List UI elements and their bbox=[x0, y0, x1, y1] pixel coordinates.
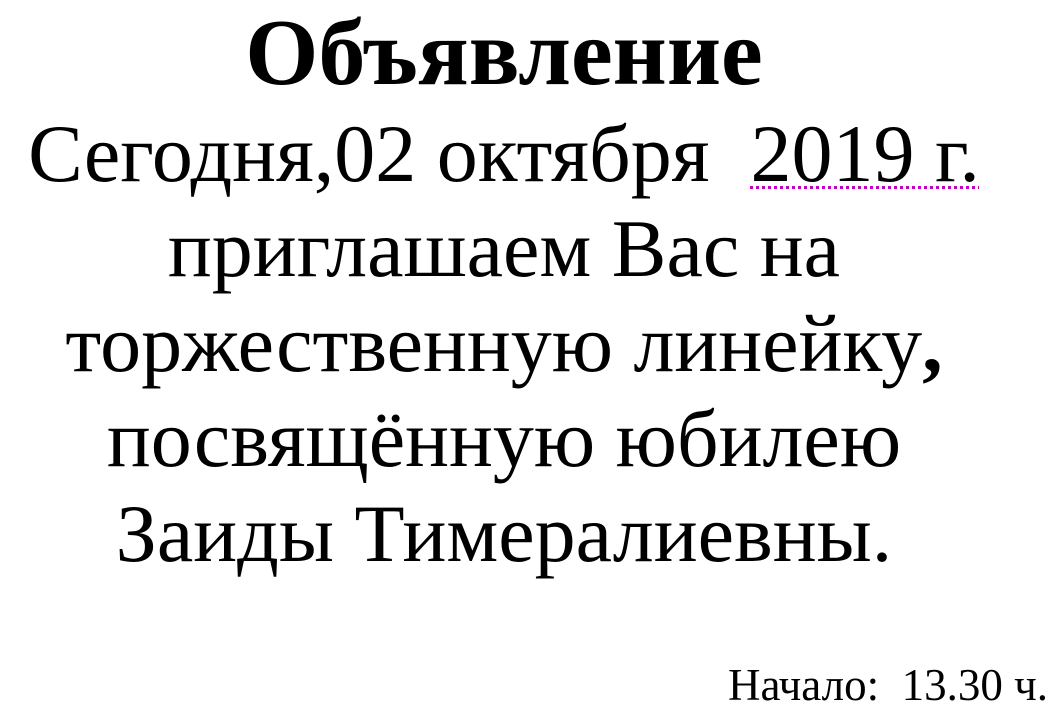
start-time-line: Начало: 13.30 ч. bbox=[727, 660, 1048, 710]
honoree-name-line: Заиды Тимералиевны. bbox=[115, 488, 893, 579]
date-text: Сегодня,02 октября bbox=[28, 108, 751, 199]
event-line bbox=[0, 296, 1008, 391]
event-text: торжественную линейку bbox=[65, 298, 923, 389]
event-comma: , bbox=[922, 298, 943, 389]
spellchecked-year-text: 2019 г. bbox=[750, 108, 980, 199]
announcement-title: Объявление bbox=[245, 1, 763, 105]
dedication-line: посвящённую юбилею bbox=[106, 393, 902, 484]
date-line bbox=[0, 106, 1008, 201]
invite-line: приглашаем Вас на bbox=[167, 203, 841, 294]
